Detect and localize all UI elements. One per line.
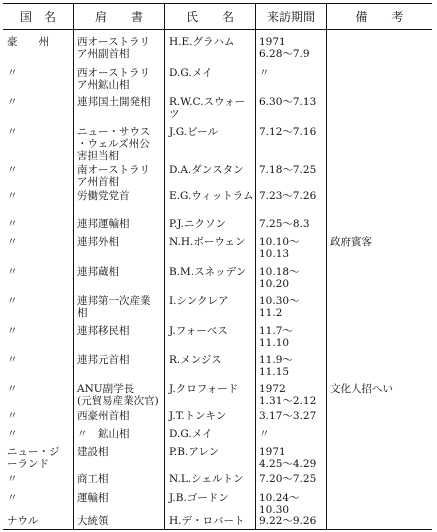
name-cell: H.E.グラハム bbox=[169, 36, 235, 48]
note-cell: 文化人招へい bbox=[330, 383, 393, 395]
country-cell: 〃 bbox=[7, 325, 18, 337]
period-cell: 10.18～ 10.20 bbox=[259, 266, 300, 290]
title-cell: 連邦元首相 bbox=[77, 354, 130, 366]
period-cell: 3.17～3.27 bbox=[259, 410, 317, 422]
country-cell: 〃 bbox=[7, 164, 18, 176]
name-cell: J.クロフォード bbox=[169, 383, 239, 395]
name-cell: J.フォーベス bbox=[169, 325, 228, 337]
country-cell: 〃 bbox=[7, 126, 18, 138]
title-cell: 西オーストラリ ア州鉱山相 bbox=[77, 67, 150, 91]
title-cell: 労働党党首 bbox=[77, 190, 130, 202]
period-cell: 1972 1.31～2.12 bbox=[259, 383, 317, 407]
name-cell: I.シンクレア bbox=[169, 295, 229, 307]
period-cell: 7.23～7.26 bbox=[259, 190, 317, 202]
name-cell: H.デ・ロバート bbox=[169, 515, 245, 527]
title-cell: 〃 鉱山相 bbox=[77, 428, 130, 440]
period-cell: 9.22～9.26 bbox=[259, 515, 317, 527]
country-cell: 〃 bbox=[7, 410, 18, 422]
period-cell: 11.9～ 11.15 bbox=[259, 354, 293, 378]
title-cell: 大統領 bbox=[77, 515, 109, 527]
name-cell: D.G.メイ bbox=[169, 67, 213, 79]
name-cell: D.G.メイ bbox=[169, 428, 213, 440]
header-note: 備 考 bbox=[355, 10, 404, 24]
country-cell: 〃 bbox=[7, 428, 18, 440]
title-cell: 連邦運輸相 bbox=[77, 218, 130, 230]
header-title: 肩 書 bbox=[94, 10, 143, 24]
country-cell: 〃 bbox=[7, 236, 18, 248]
period-cell: 〃 bbox=[259, 428, 270, 440]
country-cell: 〃 bbox=[7, 218, 18, 230]
period-cell: 7.20～7.25 bbox=[259, 473, 317, 485]
header-period: 来訪期間 bbox=[266, 10, 315, 24]
column-divider bbox=[326, 4, 327, 529]
country-cell: 〃 bbox=[7, 266, 18, 278]
period-cell: 1971 4.25～4.29 bbox=[259, 446, 317, 470]
country-cell: ナウル bbox=[7, 515, 39, 527]
period-cell: 7.12～7.16 bbox=[259, 126, 317, 138]
country-cell: 〃 bbox=[7, 383, 18, 395]
period-cell: 10.10～ 10.13 bbox=[259, 236, 300, 260]
title-cell: 商工相 bbox=[77, 473, 109, 485]
visitors-table bbox=[3, 3, 432, 530]
period-cell: 10.30～ 11.2 bbox=[259, 295, 300, 319]
name-cell: P.J.ニクソン bbox=[169, 218, 227, 230]
header-country: 国 名 bbox=[19, 10, 56, 24]
name-cell: R.W.C.スウォー ツ bbox=[169, 96, 246, 120]
period-cell: 6.30～7.13 bbox=[259, 96, 317, 108]
period-cell: 11.7～ 11.10 bbox=[259, 325, 293, 349]
period-cell: 〃 bbox=[259, 67, 270, 79]
title-cell: ANU副学長 (元貿易産業次官) bbox=[77, 383, 159, 407]
period-cell: 7.18～7.25 bbox=[259, 164, 317, 176]
title-cell: 連邦国土開発相 bbox=[77, 96, 151, 108]
title-cell: 西オーストラリ ア州副首相 bbox=[77, 36, 150, 60]
country-cell: 〃 bbox=[7, 354, 18, 366]
title-cell: 連邦第一次産業 相 bbox=[77, 295, 151, 319]
period-cell: 1971 6.28～7.9 bbox=[259, 36, 310, 60]
country-cell: 〃 bbox=[7, 295, 18, 307]
name-cell: J.G.ビール bbox=[169, 126, 218, 138]
country-cell: 〃 bbox=[7, 190, 18, 202]
name-cell: P.B.アレン bbox=[169, 446, 220, 458]
name-cell: D.A.ダンスタン bbox=[169, 164, 244, 176]
title-cell: 運輸相 bbox=[77, 492, 109, 504]
name-cell: J.B.ゴードン bbox=[169, 492, 229, 504]
name-cell: N.L.シェルトン bbox=[169, 473, 244, 485]
country-cell: 〃 bbox=[7, 67, 18, 79]
country-cell: ニュー・ジ ーランド bbox=[7, 446, 60, 470]
title-cell: 南オーストラリ ア州首相 bbox=[77, 164, 150, 188]
country-cell: 〃 bbox=[7, 473, 18, 485]
period-cell: 10.24～ 10.30 bbox=[259, 492, 300, 516]
title-cell: 連邦外相 bbox=[77, 236, 119, 248]
note-cell: 政府賓客 bbox=[330, 236, 372, 248]
title-cell: 連邦移民相 bbox=[77, 325, 130, 337]
header-name: 氏 名 bbox=[185, 10, 234, 24]
column-divider bbox=[73, 4, 74, 529]
name-cell: J.T.トンキン bbox=[169, 410, 227, 422]
name-cell: E.G.ウィットラム bbox=[169, 190, 254, 202]
country-cell: 豪 州 bbox=[7, 36, 49, 48]
name-cell: N.H.ボーウェン bbox=[169, 236, 246, 248]
title-cell: 連邦蔵相 bbox=[77, 266, 119, 278]
header-divider bbox=[3, 29, 432, 30]
country-cell: 〃 bbox=[7, 492, 18, 504]
column-divider bbox=[255, 4, 256, 529]
name-cell: R.メンジス bbox=[169, 354, 222, 366]
title-cell: ニュー・サウス ・ウェルズ州公 害担当相 bbox=[77, 126, 151, 162]
title-cell: 建設相 bbox=[77, 446, 109, 458]
title-cell: 西豪州首相 bbox=[77, 410, 130, 422]
country-cell: 〃 bbox=[7, 96, 18, 108]
name-cell: B.M.スネッデン bbox=[169, 266, 247, 278]
column-divider bbox=[164, 4, 165, 529]
period-cell: 7.25～8.3 bbox=[259, 218, 310, 230]
